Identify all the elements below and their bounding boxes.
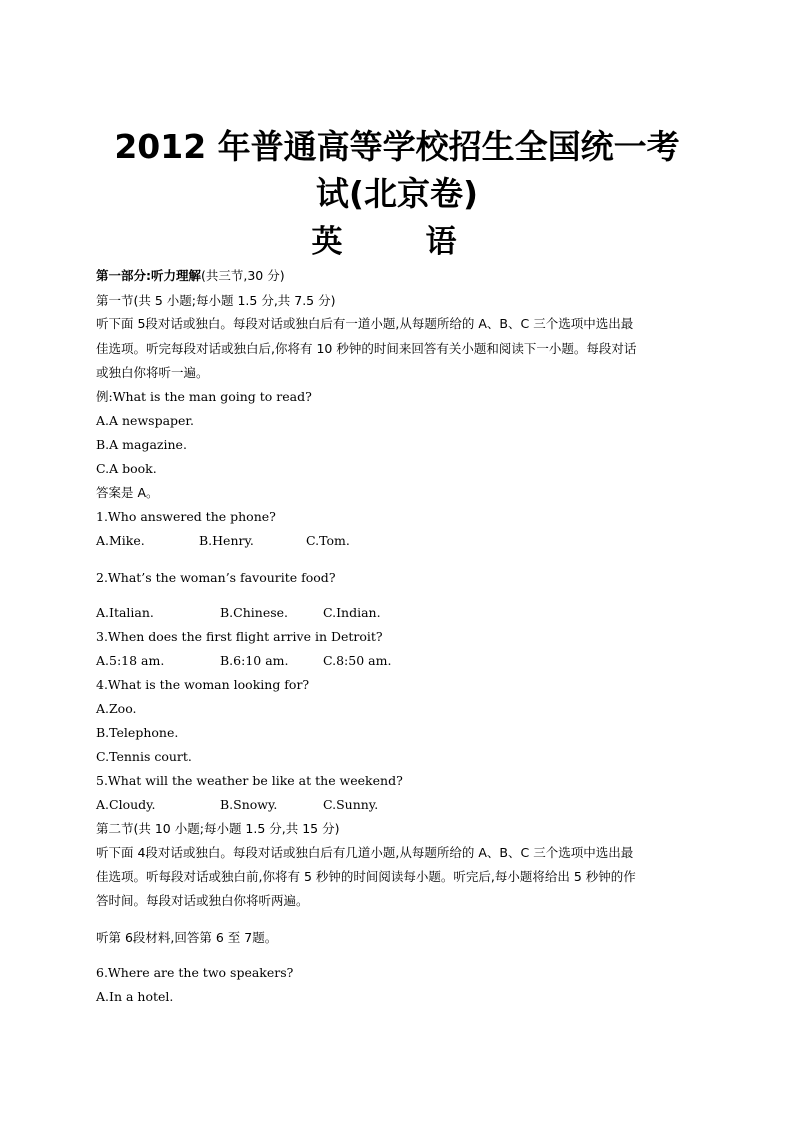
section1-instruction-2: 佳选项。听完每段对话或独白后,你将有 10 秒钟的时间来回答有关小题和阅读下一小题。每段对话: [96, 341, 637, 356]
q3-option-a: A.5:18 am.: [96, 653, 165, 668]
subject-title: 英 语: [311, 224, 483, 260]
q3-option-c: C.8:50 am.: [323, 653, 392, 668]
title-line-1: 2012 年普通高等学校招生全国统一考: [114, 127, 680, 166]
q2-option-a: A.Italian.: [96, 605, 154, 620]
q3-option-b: B.6:10 am.: [220, 653, 289, 668]
part1-note: (共三节,30 分): [201, 268, 285, 283]
q2-option-b: B.Chinese.: [220, 605, 289, 620]
section2-instruction-1: 听下面 4段对话或独白。每段对话或独白后有几道小题,从每题所给的 A、B、C 三个选项中选出最: [96, 845, 634, 860]
section2-instruction-3: 答时间。每段对话或独白你将听两遍。: [96, 893, 309, 908]
q6-option-a: A.In a hotel.: [96, 989, 174, 1004]
section2-instruction-2: 佳选项。听每段对话或独白前,你将有 5 秒钟的时间阅读每小题。听完后,每小题将给出 5 秒钟的作: [96, 869, 636, 884]
q1-option-c: C.Tom.: [306, 533, 350, 548]
part1-heading-line: [96, 268, 706, 284]
question-3: 3.When does the first flight arrive in Detroit?: [96, 629, 383, 644]
question-2: 2.What’s the woman’s favourite food?: [96, 570, 336, 585]
q5-option-c: C.Sunny.: [323, 797, 379, 812]
question-1: 1.Who answered the phone?: [96, 509, 276, 524]
example-option-a: A.A newspaper.: [96, 413, 194, 428]
example-question: 例:What is the man going to read?: [96, 389, 312, 404]
q5-option-a: A.Cloudy.: [96, 797, 156, 812]
q1-option-b: B.Henry.: [199, 533, 254, 548]
question-4: 4.What is the woman looking for?: [96, 677, 310, 692]
section1-heading: 第一节(共 5 小题;每小题 1.5 分,共 7.5 分): [96, 293, 336, 308]
example-option-b: B.A magazine.: [96, 437, 187, 452]
section1-instruction-3: 或独白你将听一遍。: [96, 365, 209, 380]
question-5: 5.What will the weather be like at the weekend?: [96, 773, 403, 788]
q5-option-b: B.Snowy.: [220, 797, 278, 812]
material-6-heading: 听第 6段材料,回答第 6 至 7题。: [96, 930, 278, 945]
question-6: 6.Where are the two speakers?: [96, 965, 294, 980]
title-line-2: 试(北京卷): [315, 174, 479, 213]
q2-option-c: C.Indian.: [323, 605, 381, 620]
q4-option-a: A.Zoo.: [96, 701, 137, 716]
q4-option-b: B.Telephone.: [96, 725, 179, 740]
q4-option-c: C.Tennis court.: [96, 749, 192, 764]
q1-option-a: A.Mike.: [96, 533, 145, 548]
section1-instruction-1: 听下面 5段对话或独白。每段对话或独白后有一道小题,从每题所给的 A、B、C 三个选项中选出最: [96, 316, 634, 331]
example-answer: 答案是 A。: [96, 485, 159, 500]
section2-heading: 第二节(共 10 小题;每小题 1.5 分,共 15 分): [96, 821, 340, 836]
part1-heading: 第一部分:听力理解: [96, 268, 201, 283]
example-option-c: C.A book.: [96, 461, 157, 476]
